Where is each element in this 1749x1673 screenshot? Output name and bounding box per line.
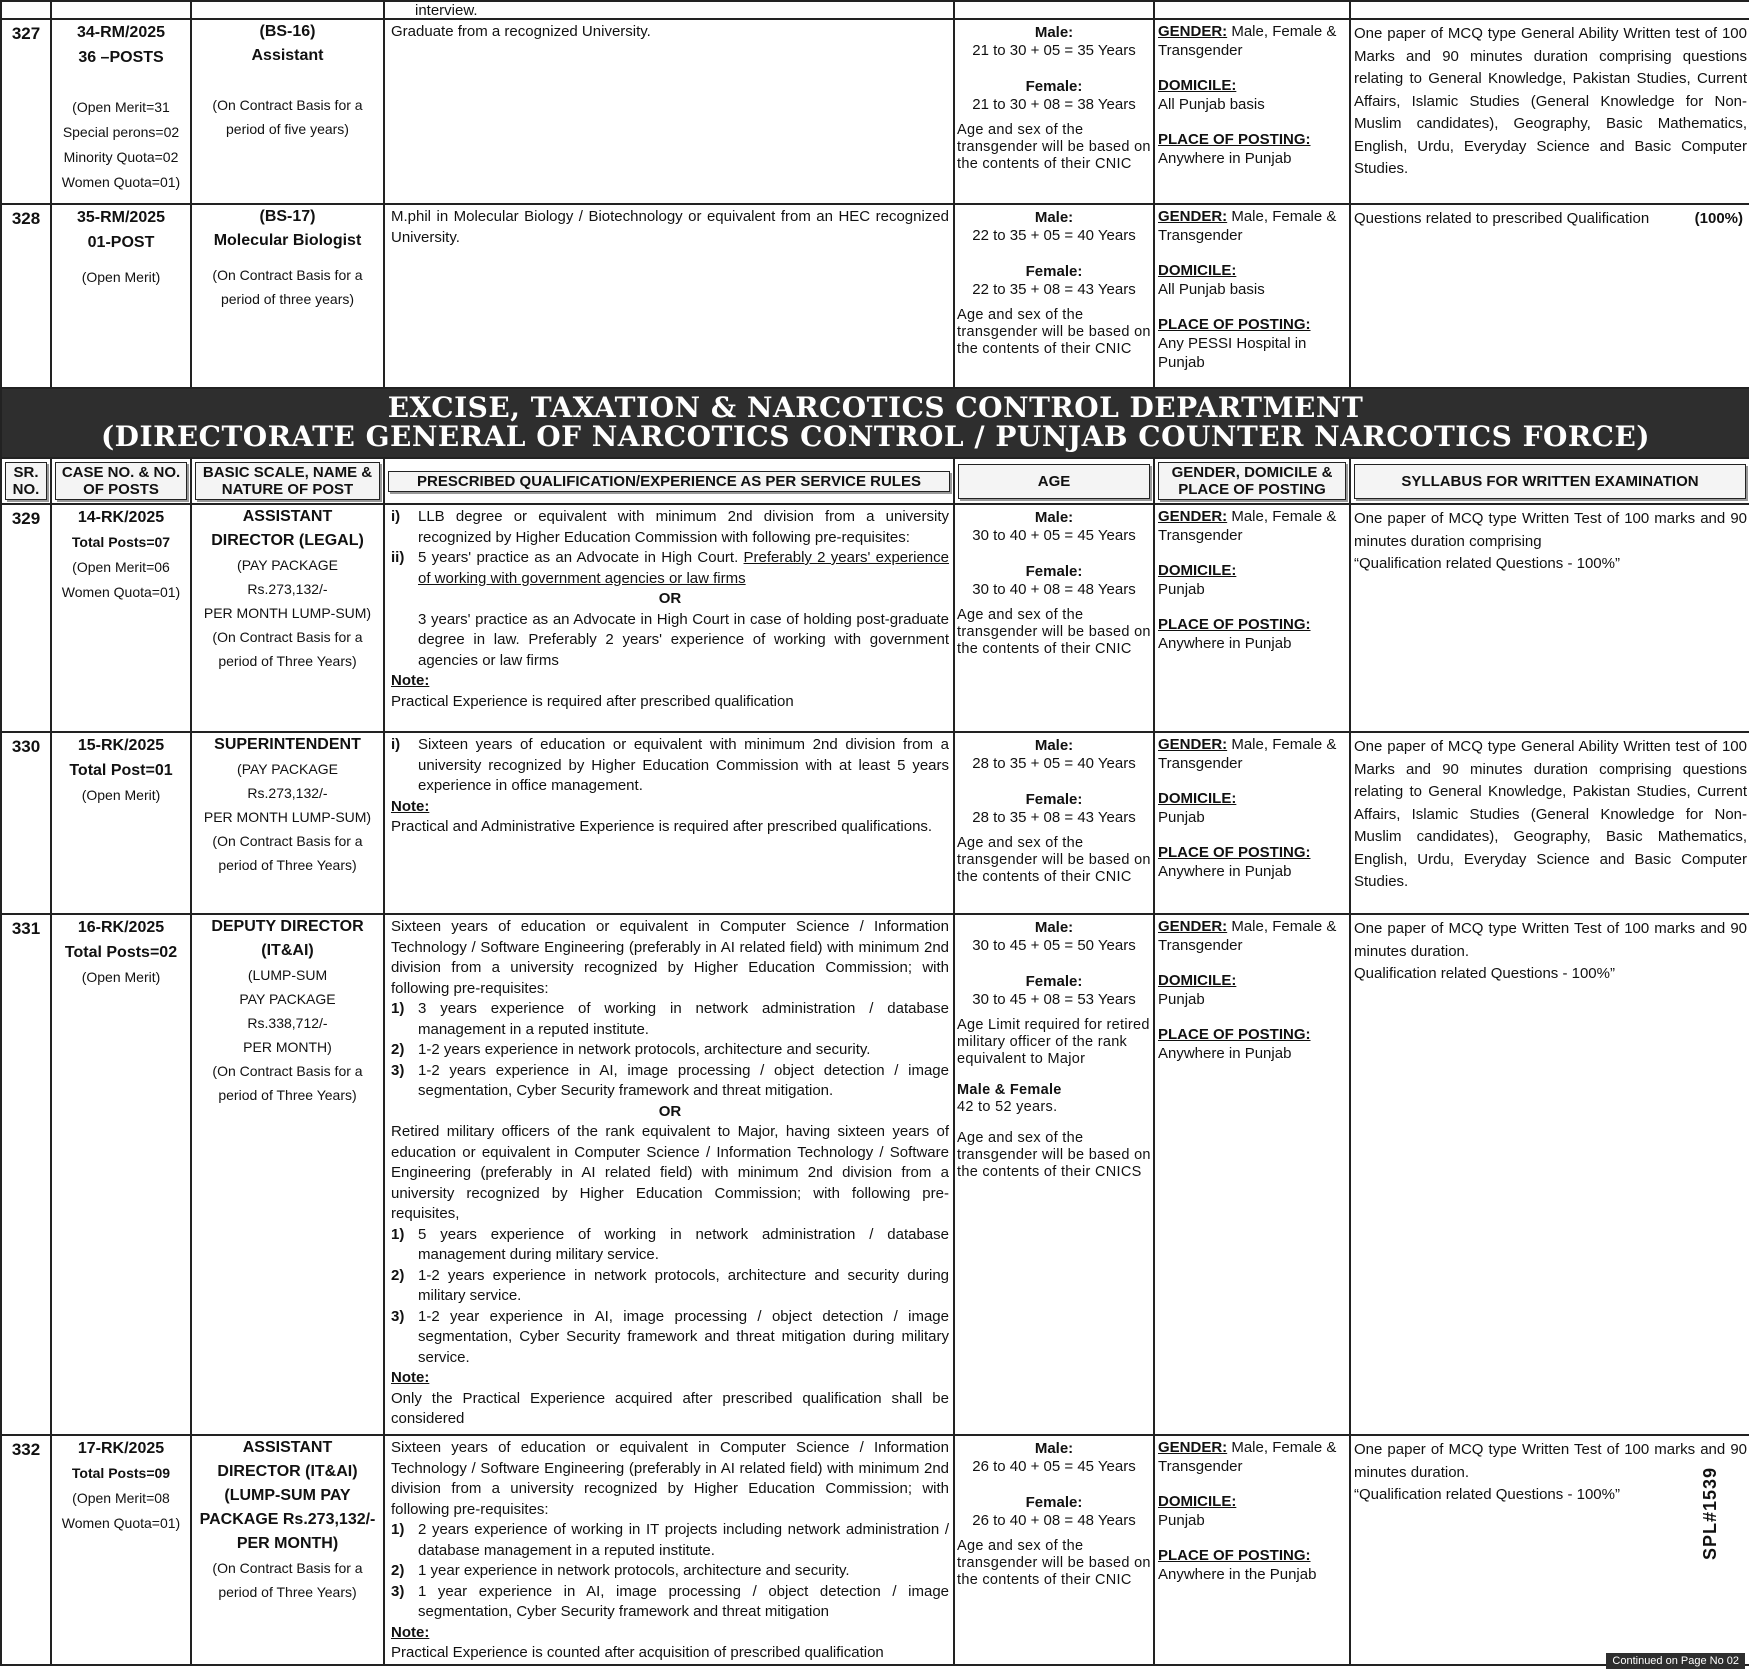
case-no: 17-RK/2025 Total Posts=09 (Open Merit=08 Women Quota=01): [51, 1435, 191, 1665]
qualification: i) Sixteen years of education or equivalent with minimum 2nd division from a university recognized by Higher Education Commission with at least 5 years experience in office management. Note: Practical and Administrative Experience is required after prescribed qualifications.: [384, 732, 954, 914]
gender-domicile: GENDER: Male, Female & Transgender DOMICILE: Punjab PLACE OF POSTING: Anywhere in Punjab: [1154, 732, 1350, 914]
department-banner: [1, 388, 1749, 458]
qualification: Sixteen years of education or equivalent in Computer Science / Information Technology / Software Engineering (preferably in AI related field) with minimum 2nd division from a university recognized by Higher Education Commission; with following pre-requisites: 1) 3 years experience of working in network administration / database management in a reputed institute. 2) 1-2 years experience in network protocols, architecture and security. 3) 1-2 years experience in AI, image processing / object detection / image segmentation, Cyber Security framework and threat mitigation. OR Retired military officers of the rank equivalent to Major, having sixteen years of education or equivalent in Computer Science / Information Technology / Software Engineering (preferably in AI related field) with minimum 2nd division from a university recognized by Higher Education Commission; with following pre-requisites, 1) 5 years experience of working in network administration / database management during military service. 2) 1-2 years experience in network protocols, architecture and security during military service. 3) 1-2 year experience in AI, image processing / object detection / image segmentation, Cyber Security framework and threat mitigation during military service. Note: Only the Practical Experience acquired after prescribed qualification shall be considered: [384, 914, 954, 1435]
post-scale: (BS-16) Assistant (On Contract Basis for a period of five years): [191, 19, 384, 204]
post-scale: DEPUTY DIRECTOR (IT&AI) (LUMP-SUM PAY PACKAGE Rs.338,712/- PER MONTH) (On Contract Basis for a period of Three Years): [191, 914, 384, 1435]
sr-no: 332: [1, 1435, 51, 1665]
case-no: 16-RK/2025 Total Posts=02 (Open Merit): [51, 914, 191, 1435]
case-no: 15-RK/2025 Total Post=01 (Open Merit): [51, 732, 191, 914]
table-row: [1, 732, 1749, 914]
header-sr: SR. NO.: [5, 462, 47, 500]
header-scale: BASIC SCALE, NAME & NATURE OF POST: [195, 462, 380, 500]
sr-no: 329: [1, 504, 51, 732]
header-syllabus: SYLLABUS FOR WRITTEN EXAMINATION: [1354, 464, 1746, 499]
case-no: 14-RK/2025 Total Posts=07 (Open Merit=06 Women Quota=01): [51, 504, 191, 732]
age: Male: 26 to 40 + 05 = 45 Years Female: 26 to 40 + 08 = 48 Years Age and sex of the transgender will be based on the contents of their CNIC: [954, 1435, 1154, 1665]
directorate-title: (DIRECTORATE GENERAL OF NARCOTICS CONTROL / PUNJAB COUNTER NARCOTICS FORCE): [100, 420, 1651, 453]
gender-domicile: GENDER: Male, Female & Transgender DOMICILE: All Punjab basis PLACE OF POSTING: Anywhere in Punjab: [1154, 19, 1350, 204]
table-row: [1, 19, 1749, 204]
age: Male: 28 to 35 + 05 = 40 Years Female: 28 to 35 + 08 = 43 Years Age and sex of the transgender will be based on the contents of their CNIC: [954, 732, 1154, 914]
case-no: 34-RM/2025 36 –POSTS (Open Merit=31 Special perons=02 Minority Quota=02 Women Quota=01): [51, 19, 191, 204]
department-title: EXCISE, TAXATION & NARCOTICS CONTROL DEPARTMENT: [387, 391, 1364, 424]
gender-domicile: GENDER: Male, Female & Transgender DOMICILE: Punjab PLACE OF POSTING: Anywhere in the Punjab: [1154, 1435, 1350, 1665]
syllabus: One paper of MCQ type General Ability Written test of 100 Marks and 90 minutes duration comprising questions relating to General Knowledge, Pakistan Studies, Current Affairs, Islamic Studies (General Knowledge for Non-Muslim candidates), Geography, Basic Mathematics, English, Urdu, Everyday Science and Basic Computer Studies.: [1350, 732, 1749, 914]
table-row: [1, 504, 1749, 732]
syllabus: One paper of MCQ type Written Test of 100 marks and 90 minutes duration comprising “Qualification related Questions - 100%”: [1350, 504, 1749, 732]
top-fragment: interview.: [415, 2, 478, 19]
sr-no: 328: [1, 204, 51, 388]
post-scale: ASSISTANT DIRECTOR (LEGAL) (PAY PACKAGE Rs.273,132/- PER MONTH LUMP-SUM) (On Contract Basis for a period of Three Years): [191, 504, 384, 732]
qualification: i) LLB degree or equivalent with minimum 2nd division from a university recognized by Higher Education Commission with following pre-requisites: ii) 5 years' practice as an Advocate in High Court. Preferably 2 years' experience of working with government agencies or law firms OR 3 years' practice as an Advocate in High Court in case of holding post-graduate degree in law. Preferably 2 years' experience of working with government agencies or law firms Note: Practical Experience is required after prescribed qualification: [384, 504, 954, 732]
gender-domicile: GENDER: Male, Female & Transgender DOMICILE: All Punjab basis PLACE OF POSTING: Any PESSI Hospital in Punjab: [1154, 204, 1350, 388]
continued-footer: Continued on Page No 02: [1606, 1653, 1745, 1669]
header-age: AGE: [958, 464, 1150, 499]
table-row: [1, 1435, 1749, 1665]
spl-code: SPL#1539: [1700, 1466, 1720, 1560]
post-scale: SUPERINTENDENT (PAY PACKAGE Rs.273,132/- PER MONTH LUMP-SUM) (On Contract Basis for a period of Three Years): [191, 732, 384, 914]
post-scale: ASSISTANT DIRECTOR (IT&AI) (LUMP-SUM PAY PACKAGE Rs.273,132/- PER MONTH) (On Contract Basis for a period of Three Years): [191, 1435, 384, 1665]
header-gender: GENDER, DOMICILE & PLACE OF POSTING: [1158, 462, 1346, 500]
header-qualification: PRESCRIBED QUALIFICATION/EXPERIENCE AS PER SERVICE RULES: [388, 471, 950, 492]
sr-no: 330: [1, 732, 51, 914]
syllabus: One paper of MCQ type General Ability Written test of 100 Marks and 90 minutes duration comprising questions relating to General Knowledge, Pakistan Studies, Current Affairs, Islamic Studies (General Knowledge for Non-Muslim candidates), Geography, Basic Mathematics, English, Urdu, Everyday Science and Basic Computer Studies.: [1350, 19, 1749, 204]
qualification: Graduate from a recognized University.: [384, 19, 954, 204]
age: Male: 21 to 30 + 05 = 35 Years Female: 21 to 30 + 08 = 38 Years Age and sex of the transgender will be based on the contents of their CNIC: [954, 19, 1154, 204]
post-scale: (BS-17) Molecular Biologist (On Contract Basis for a period of three years): [191, 204, 384, 388]
syllabus: One paper of MCQ type Written Test of 100 marks and 90 minutes duration. “Qualification related Questions - 100%”: [1350, 1435, 1749, 1665]
case-no: 35-RM/2025 01-POST (Open Merit): [51, 204, 191, 388]
column-headers: [1, 458, 1749, 504]
age: Male: 22 to 35 + 05 = 40 Years Female: 22 to 35 + 08 = 43 Years Age and sex of the transgender will be based on the contents of their CNIC: [954, 204, 1154, 388]
table-row: [1, 914, 1749, 1435]
syllabus: One paper of MCQ type Written Test of 100 marks and 90 minutes duration. Qualification related Questions - 100%”: [1350, 914, 1749, 1435]
sr-no: 331: [1, 914, 51, 1435]
qualification: M.phil in Molecular Biology / Biotechnology or equivalent from an HEC recognized University.: [384, 204, 954, 388]
gender-domicile: GENDER: Male, Female & Transgender DOMICILE: Punjab PLACE OF POSTING: Anywhere in Punjab: [1154, 504, 1350, 732]
age: Male: 30 to 40 + 05 = 45 Years Female: 30 to 40 + 08 = 48 Years Age and sex of the transgender will be based on the contents of their CNIC: [954, 504, 1154, 732]
age: Male: 30 to 45 + 05 = 50 Years Female: 30 to 45 + 08 = 53 Years Age Limit required for retired military officer of the rank equivalent to Major Male & Female 42 to 52 years. Age and sex of the transgender will be based on the contents of their CNICS: [954, 914, 1154, 1435]
table-row: [1, 1, 1749, 19]
table-row: [1, 204, 1749, 388]
qualification: Sixteen years of education or equivalent in Computer Science / Information Technology / Software Engineering (preferably in AI related field) with minimum 2nd division from a university recognized by Higher Education Commission; with following pre-requisites: 1) 2 years experience of working in IT projects including network administration / database management in a reputed institute. 2) 1 year experience in network protocols, architecture and security. 3) 1 year experience in AI, image processing / object detection / image segmentation, Cyber Security framework and threat mitigation Note: Practical Experience is counted after acquisition of prescribed qualification: [384, 1435, 954, 1665]
header-case: CASE NO. & NO. OF POSTS: [55, 462, 187, 500]
sr-no: 327: [1, 19, 51, 204]
syllabus: Questions related to prescribed Qualification (100%): [1350, 204, 1749, 388]
gender-domicile: GENDER: Male, Female & Transgender DOMICILE: Punjab PLACE OF POSTING: Anywhere in Punjab: [1154, 914, 1350, 1435]
